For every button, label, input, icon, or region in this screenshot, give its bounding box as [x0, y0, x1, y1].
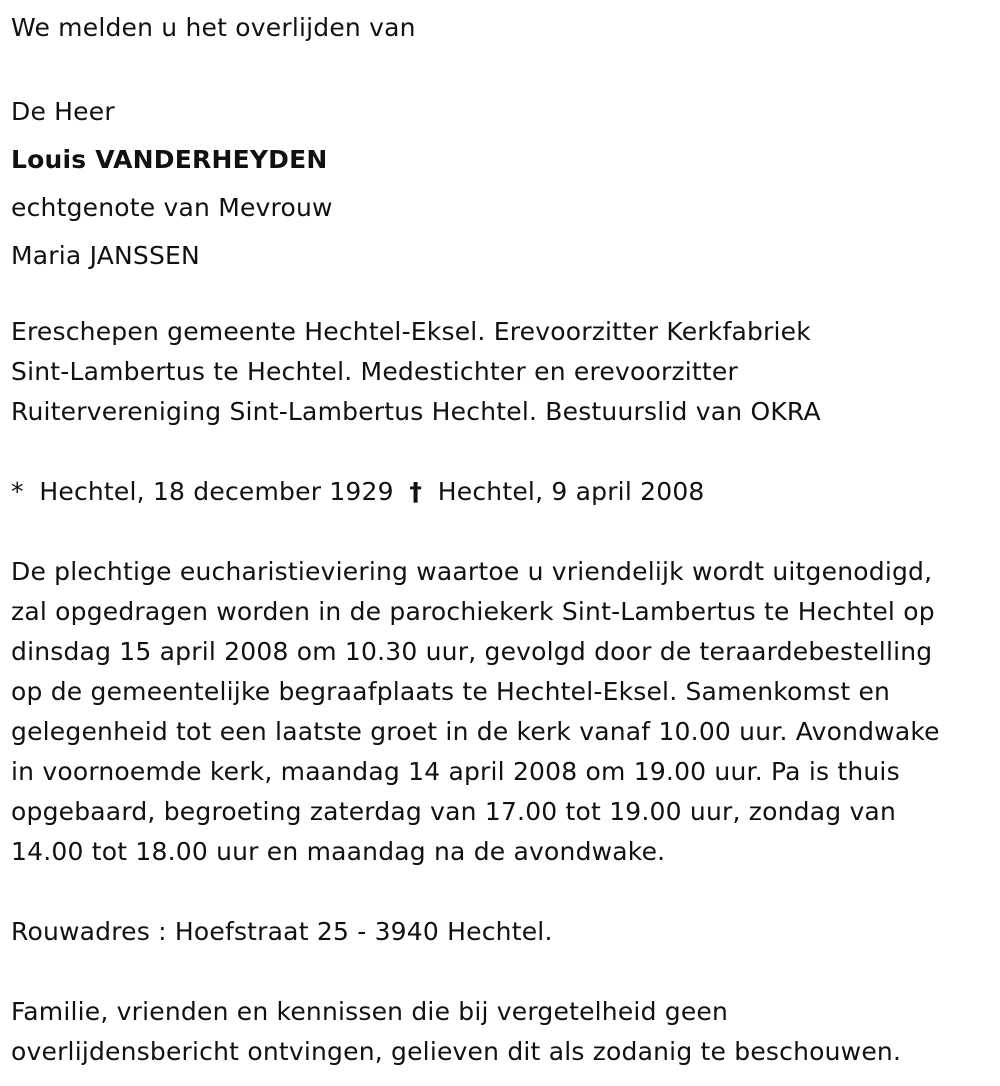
birth-date: Hechtel, 18 december 1929	[39, 477, 394, 506]
birth-mark-icon: *	[11, 477, 24, 506]
spacer	[11, 48, 991, 88]
closing-line: Familie, vrienden en kennissen die bij vergetelheid geen	[11, 997, 729, 1026]
deceased-block	[11, 88, 991, 280]
death-notice	[11, 8, 991, 1072]
intro-text: We melden u het overlijden van	[11, 13, 416, 42]
closing-paragraph	[11, 992, 991, 1072]
titles-line: Ruitervereniging Sint-Lambertus Hechtel. Bestuurslid van OKRA	[11, 397, 821, 426]
ceremony-paragraph	[11, 552, 991, 872]
spacer	[11, 280, 991, 312]
ceremony-line: in voornoemde kerk, maandag 14 april 2008 om 19.00 uur. Pa is thuis	[11, 757, 900, 786]
death-date: Hechtel, 9 april 2008	[437, 477, 705, 506]
closing-line: overlijdensbericht ontvingen, gelieven dit als zodanig te beschouwen.	[11, 1037, 902, 1066]
ceremony-line: opgebaard, begroeting zaterdag van 17.00 tot 19.00 uur, zondag van	[11, 797, 897, 826]
spouse-relation: echtgenote van Mevrouw	[11, 193, 333, 222]
ceremony-line: dinsdag 15 april 2008 om 10.30 uur, gevolgd door de teraardebestelling	[11, 637, 933, 666]
ceremony-line: De plechtige eucharistieviering waartoe u vriendelijk wordt uitgenodigd,	[11, 557, 933, 586]
spacer	[11, 872, 991, 912]
titles-paragraph	[11, 312, 991, 432]
ceremony-line: op de gemeentelijke begraafplaats te Hechtel-Eksel. Samenkomst en	[11, 677, 891, 706]
ceremony-line: zal opgedragen worden in de parochiekerk Sint-Lambertus te Hechtel op	[11, 597, 935, 626]
spacer	[11, 432, 991, 472]
spouse-name: Maria JANSSEN	[11, 241, 200, 270]
cross-icon: †	[409, 477, 423, 506]
spacer	[11, 512, 991, 552]
titles-line: Sint-Lambertus te Hechtel. Medestichter en erevoorzitter	[11, 357, 738, 386]
titles-line: Ereschepen gemeente Hechtel-Eksel. Erevoorzitter Kerkfabriek	[11, 317, 811, 346]
honorific: De Heer	[11, 97, 115, 126]
dates-line	[11, 472, 991, 512]
ceremony-line: gelegenheid tot een laatste groet in de kerk vanaf 10.00 uur. Avondwake	[11, 717, 940, 746]
mourning-address: Rouwadres : Hoefstraat 25 - 3940 Hechtel.	[11, 917, 553, 946]
spacer	[11, 952, 991, 992]
deceased-name: Louis VANDERHEYDEN	[11, 145, 328, 174]
ceremony-line: 14.00 tot 18.00 uur en maandag na de avondwake.	[11, 837, 666, 866]
